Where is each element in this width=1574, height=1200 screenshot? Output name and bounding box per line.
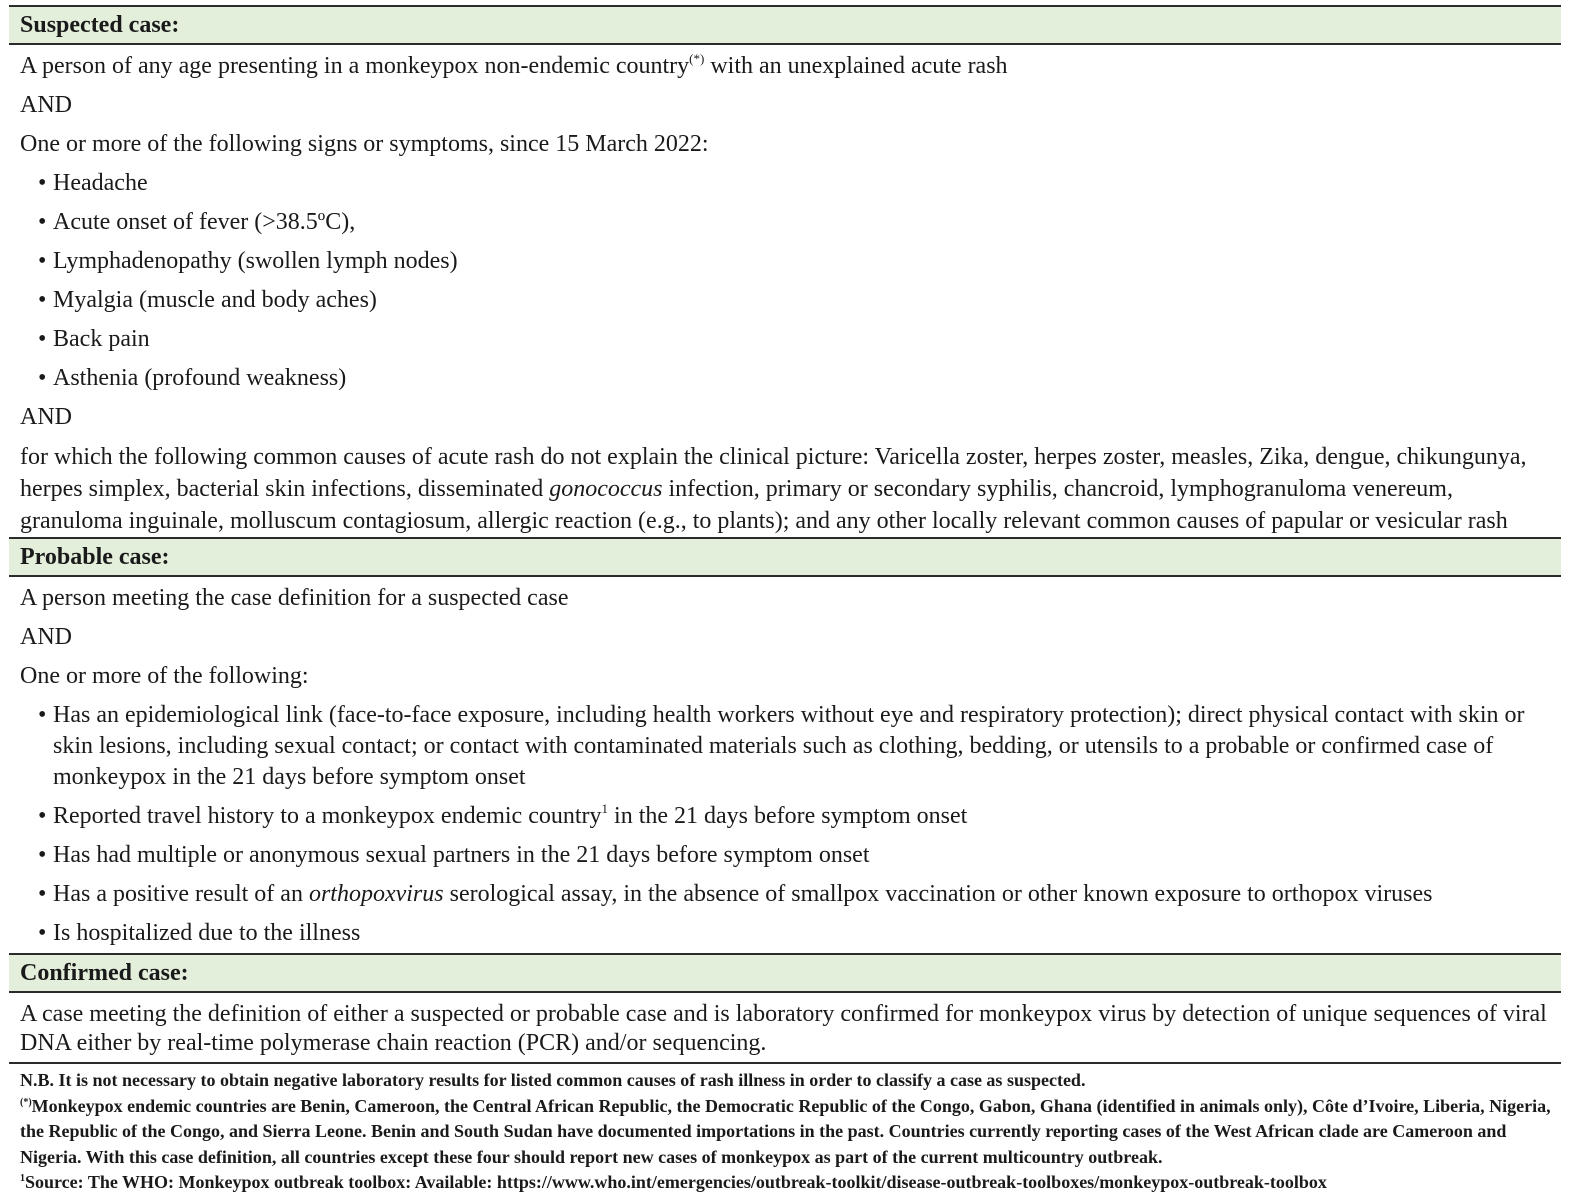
symptom-item: • Asthenia (profound weakness) bbox=[9, 363, 1561, 394]
bullet-icon: • bbox=[38, 170, 47, 196]
footnotes bbox=[9, 1064, 1561, 1196]
suspected-symptoms-intro: One or more of the following signs or symptoms, since 15 March 2022: bbox=[20, 131, 709, 157]
bullet-icon: • bbox=[38, 920, 47, 946]
endemic-countries-note: (*)Monkeypox endemic countries are Benin, Cameroon, the Central African Republic, the Democratic Republic of the Congo, Gabon, Ghana (identified in animals only), Côte d’Ivoire, Liberia, Nigeria, the Republic of the Congo, and Sierra Leone. Benin and South Sudan have documented importations in the past. Countries currently reporting cases of the West African clade are Cameroon and Nigeria. With this case definition, all countries except these four should report new cases of monkeypox as part of the current multicountry outbreak. bbox=[20, 1095, 1551, 1167]
symptom-item: • Acute onset of fever (>38.5ºC), bbox=[9, 207, 1561, 238]
suspected-case-header: Suspected case: bbox=[9, 5, 1561, 45]
probable-intro: One or more of the following: bbox=[20, 663, 309, 689]
bullet-icon: • bbox=[38, 842, 47, 868]
endemic-footnote-marker: (*) bbox=[689, 51, 705, 66]
excluded-causes-text: for which the following common causes of acute rash do not explain the clinical picture: Varicella zoster, herpes zoster, measles, Zika, dengue, chikungunya, herpes simplex, bacterial skin infections, disseminated gonococcus infection, primary or secondary syphilis, chancroid, lymphogranuloma venereum, granuloma inguinale, molluscum contagiosum, allergic reaction (e.g., to plants); and any other locally relevant common causes of papular or vesicular rash bbox=[20, 444, 1527, 534]
symptom-item: • Lymphadenopathy (swollen lymph nodes) bbox=[9, 246, 1561, 277]
bullet-icon: • bbox=[38, 881, 47, 907]
confirmed-case-text: A case meeting the definition of either a suspected or probable case and is laboratory confirmed for monkeypox virus by detection of unique sequences of viral DNA either by real-time polymerase chain reaction (PCR) and/or sequencing. bbox=[20, 1001, 1547, 1056]
probable-line-1: A person meeting the case definition for a suspected case bbox=[20, 585, 569, 611]
bullet-icon: • bbox=[38, 287, 47, 313]
symptom-item: • Headache bbox=[9, 168, 1561, 199]
source-note: $^1$Source: The WHO: Monkeypox outbreak toolbox: Available: https://www.who.int/emergencies/outbreak-toolkit/disease-outbreak-toolboxes/monkeypox-outbreak-toolbox bbox=[20, 1172, 1327, 1193]
bullet-icon: • bbox=[38, 326, 47, 352]
case-definition-table bbox=[9, 5, 1561, 1196]
criteria-item: • Has an epidemiological link (face-to-face exposure, including health workers without eye and respiratory protection); direct physical contact with skin or skin lesions, including sexual contact; or contact with contaminated materials such as clothing, bedding, or utensils to a probable or confirmed case of monkeypox in the 21 days before symptom onset bbox=[38, 702, 1525, 790]
criteria-item: • Has a positive result of an orthopoxvirus serological assay, in the absence of smallpox vaccination or other known exposure to orthopox viruses bbox=[9, 879, 1561, 910]
bullet-icon: • bbox=[38, 803, 47, 829]
probable-case-header: Probable case: bbox=[9, 537, 1561, 577]
criteria-item: • Has had multiple or anonymous sexual partners in the 21 days before symptom onset bbox=[9, 840, 1561, 871]
symptom-item: • Myalgia (muscle and body aches) bbox=[9, 285, 1561, 316]
criteria-item: • Is hospitalized due to the illness bbox=[9, 918, 1561, 949]
confirmed-case-header: Confirmed case: bbox=[9, 953, 1561, 993]
bullet-icon: • bbox=[38, 248, 47, 274]
bullet-icon: • bbox=[38, 209, 47, 235]
probable-and-1: AND bbox=[20, 624, 72, 650]
source-footnote-marker: 1 bbox=[601, 801, 609, 816]
symptom-item: • Back pain bbox=[9, 324, 1561, 355]
suspected-and-2: AND bbox=[20, 404, 72, 430]
criteria-item: • Reported travel history to a monkeypox endemic country$^1$ in the 21 days before symptom onset bbox=[9, 801, 1561, 832]
bullet-icon: • bbox=[38, 702, 47, 728]
nb-note: N.B. It is not necessary to obtain negative laboratory results for listed common causes of rash illness in order to classify a case as suspected. bbox=[20, 1070, 1086, 1090]
bullet-icon: • bbox=[38, 365, 47, 391]
suspected-and-1: AND bbox=[20, 92, 72, 118]
suspected-line-1: A person of any age presenting in a monkeypox non-endemic country(*) with an unexplained acute rash bbox=[20, 51, 1008, 79]
